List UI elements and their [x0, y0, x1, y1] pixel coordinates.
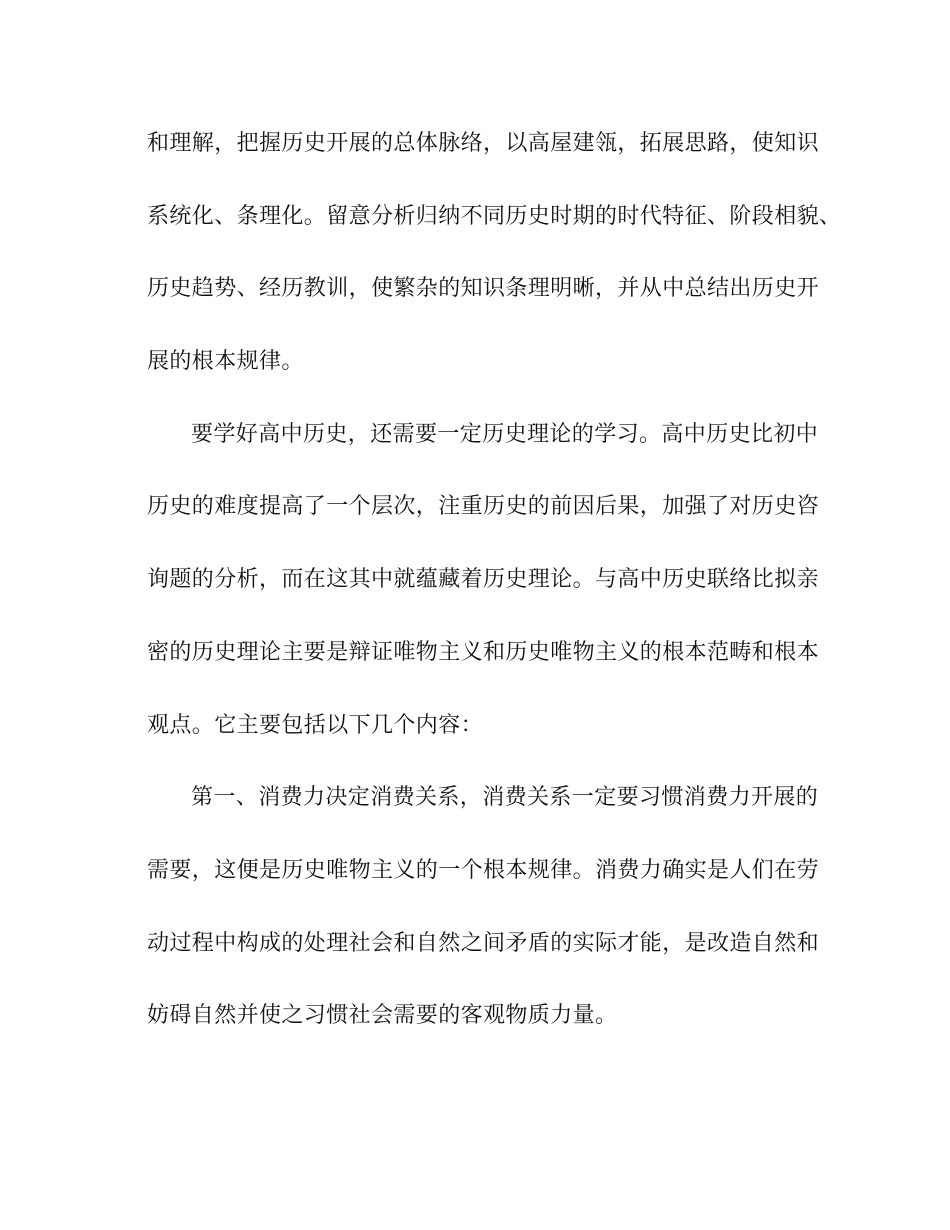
text-line: 询题的分析，而在这其中就蕴藏着历史理论。与高中历史联络比拟亲	[147, 567, 820, 593]
text-line: 系统化、条理化。留意分析归纳不同历史时期的时代特征、阶段相貌、	[147, 203, 842, 229]
body-text	[147, 118, 842, 1063]
text-line: 动过程中构成的处理社会和自然之间矛盾的实际才能，是改造自然和	[147, 930, 820, 956]
text-line: 历史趋势、经历教训，使繁杂的知识条理明晰，并从中总结出历史开	[147, 276, 820, 302]
paragraph-start-line: 要学好高中历史，还需要一定历史理论的学习。高中历史比初中	[191, 421, 819, 447]
paragraph-start-line: 第一、消费力决定消费关系，消费关系一定要习惯消费力开展的	[191, 785, 819, 811]
text-line: 妨碍自然并使之习惯社会需要的客观物质力量。	[147, 1003, 618, 1029]
text-line: 展的根本规律。	[147, 349, 304, 375]
text-line: 历史的难度提高了一个层次，注重历史的前因后果，加强了对历史咨	[147, 494, 820, 520]
text-line: 密的历史理论主要是辩证唯物主义和历史唯物主义的根本范畴和根本	[147, 639, 820, 665]
text-line: 需要，这便是历史唯物主义的一个根本规律。消费力确实是人们在劳	[147, 857, 820, 883]
text-line: 和理解，把握历史开展的总体脉络，以高屋建瓴，拓展思路，使知识	[147, 131, 820, 156]
text-line: 观点。它主要包括以下几个内容：	[147, 712, 484, 738]
